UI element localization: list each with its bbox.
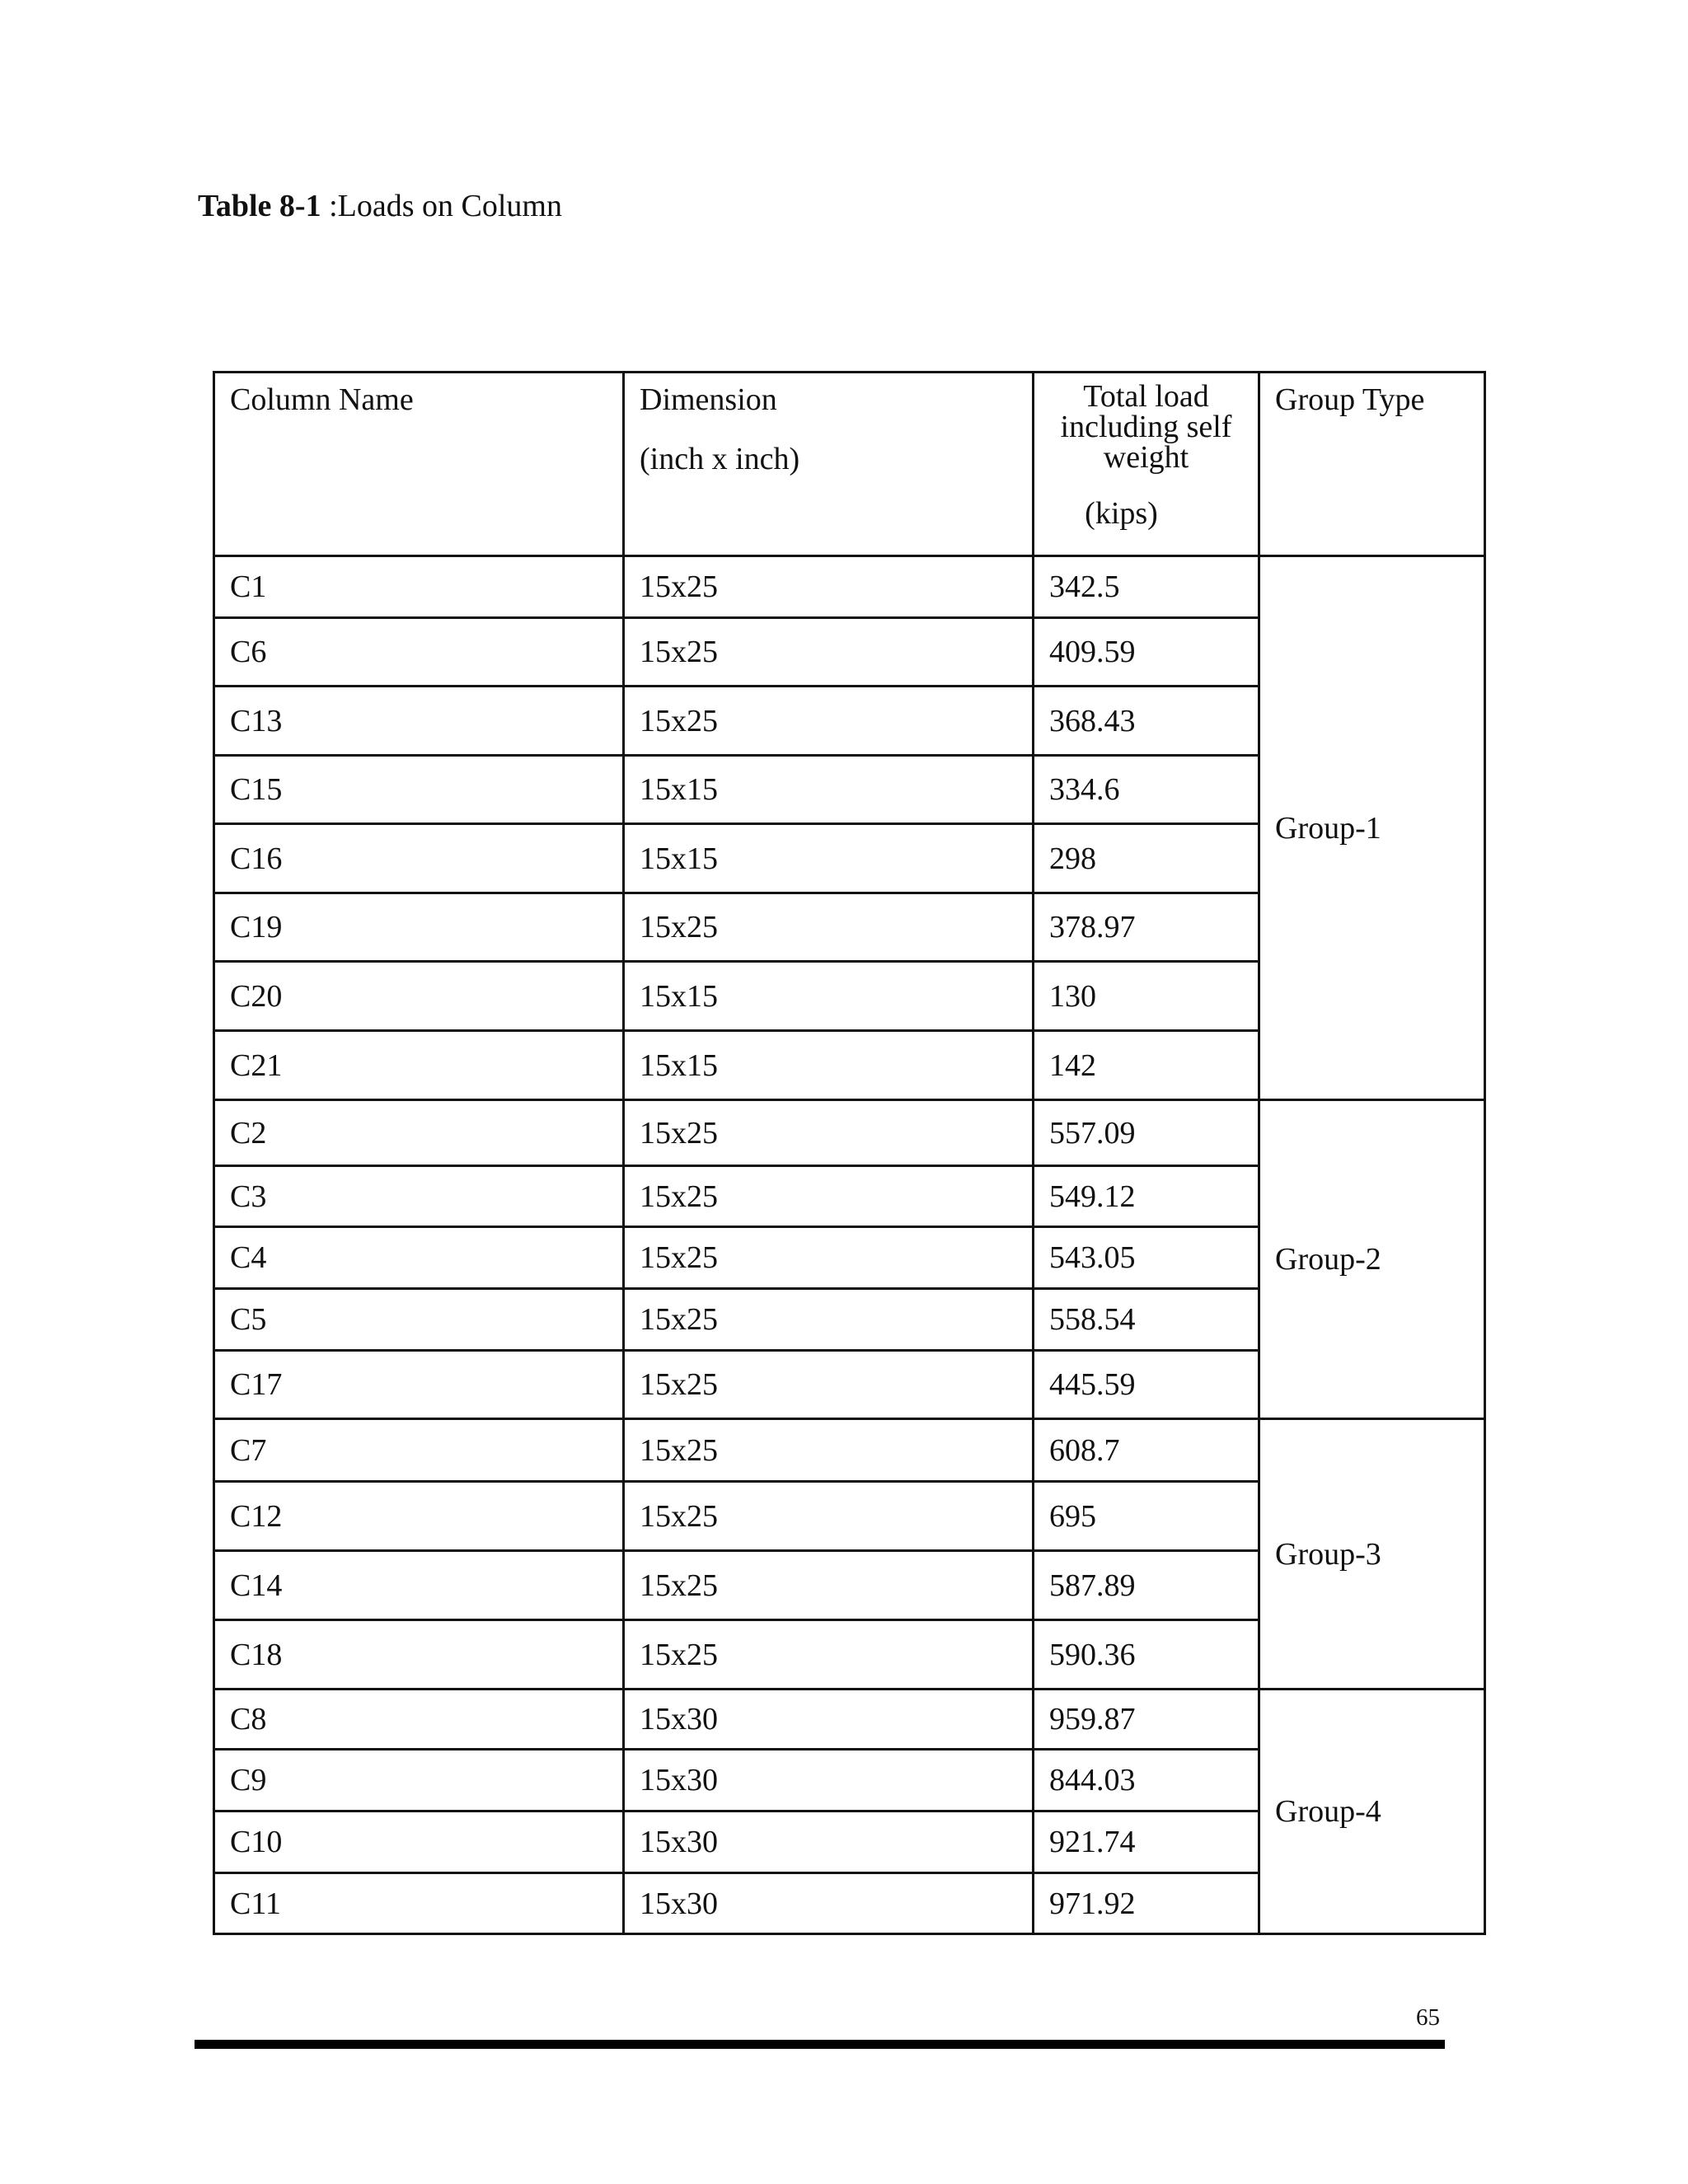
cell-dimension: 15x30 <box>624 1811 1034 1873</box>
cell-column-name: C1 <box>214 556 624 618</box>
footer-rule <box>195 2040 1445 2049</box>
cell-column-name: C17 <box>214 1351 624 1419</box>
table-caption <box>198 188 562 226</box>
cell-load: 557.09 <box>1034 1100 1259 1166</box>
cell-dimension: 15x25 <box>624 1551 1034 1620</box>
cell-column-name: C16 <box>214 824 624 893</box>
header-column-name <box>214 373 624 556</box>
table-caption-text: :Loads on Column <box>329 189 562 223</box>
header-group-type-label: Group Type <box>1275 382 1425 417</box>
table-caption-label: Table 8-1 <box>198 189 321 223</box>
cell-load: 142 <box>1034 1031 1259 1100</box>
cell-load: 342.5 <box>1034 556 1259 618</box>
cell-column-name: C2 <box>214 1100 624 1166</box>
cell-load: 558.54 <box>1034 1289 1259 1351</box>
cell-dimension: 15x25 <box>624 1482 1034 1551</box>
cell-column-name: C20 <box>214 962 624 1031</box>
cell-dimension: 15x25 <box>624 687 1034 756</box>
column-loads-table <box>213 371 1486 1935</box>
cell-load: 543.05 <box>1034 1227 1259 1289</box>
cell-load: 130 <box>1034 962 1259 1031</box>
cell-column-name: C5 <box>214 1289 624 1351</box>
table-row <box>214 1419 1485 1482</box>
cell-group-type: Group-3 <box>1259 1419 1485 1690</box>
cell-dimension: 15x15 <box>624 756 1034 824</box>
header-total-load-unit: (kips) <box>1085 495 1158 531</box>
table-row <box>214 556 1485 618</box>
cell-column-name: C7 <box>214 1419 624 1482</box>
cell-dimension: 15x25 <box>624 1351 1034 1419</box>
cell-load: 959.87 <box>1034 1690 1259 1750</box>
cell-dimension: 15x15 <box>624 1031 1034 1100</box>
header-group-type <box>1259 373 1485 556</box>
cell-load: 921.74 <box>1034 1811 1259 1873</box>
header-dimension-unit: (inch x inch) <box>640 442 800 476</box>
cell-dimension: 15x30 <box>624 1690 1034 1750</box>
cell-column-name: C6 <box>214 618 624 687</box>
cell-load: 378.97 <box>1034 893 1259 962</box>
cell-dimension: 15x25 <box>624 618 1034 687</box>
cell-column-name: C8 <box>214 1690 624 1750</box>
page-number: 65 <box>1416 2004 1440 2031</box>
cell-group-type: Group-2 <box>1259 1100 1485 1419</box>
cell-dimension: 15x25 <box>624 1166 1034 1227</box>
cell-column-name: C14 <box>214 1551 624 1620</box>
cell-column-name: C13 <box>214 687 624 756</box>
cell-load: 608.7 <box>1034 1419 1259 1482</box>
cell-load: 971.92 <box>1034 1873 1259 1934</box>
cell-dimension: 15x25 <box>624 556 1034 618</box>
cell-column-name: C19 <box>214 893 624 962</box>
cell-column-name: C15 <box>214 756 624 824</box>
cell-column-name: C10 <box>214 1811 624 1873</box>
cell-load: 334.6 <box>1034 756 1259 824</box>
cell-column-name: C3 <box>214 1166 624 1227</box>
cell-load: 844.03 <box>1034 1750 1259 1811</box>
table-row <box>214 1100 1485 1166</box>
cell-load: 368.43 <box>1034 687 1259 756</box>
cell-column-name: C21 <box>214 1031 624 1100</box>
cell-load: 590.36 <box>1034 1620 1259 1690</box>
cell-group-type: Group-1 <box>1259 556 1485 1100</box>
header-total-load-label: Total load including self weight <box>1060 379 1232 476</box>
cell-load: 298 <box>1034 824 1259 893</box>
cell-dimension: 15x25 <box>624 1100 1034 1166</box>
cell-load: 695 <box>1034 1482 1259 1551</box>
cell-dimension: 15x15 <box>624 824 1034 893</box>
header-total-load <box>1034 373 1259 556</box>
cell-column-name: C11 <box>214 1873 624 1934</box>
cell-dimension: 15x30 <box>624 1873 1034 1934</box>
header-column-name-label: Column Name <box>230 382 414 417</box>
cell-column-name: C12 <box>214 1482 624 1551</box>
cell-dimension: 15x25 <box>624 1620 1034 1690</box>
cell-dimension: 15x25 <box>624 1227 1034 1289</box>
cell-load: 409.59 <box>1034 618 1259 687</box>
header-dimension <box>624 373 1034 556</box>
cell-dimension: 15x25 <box>624 1419 1034 1482</box>
cell-dimension: 15x30 <box>624 1750 1034 1811</box>
cell-column-name: C18 <box>214 1620 624 1690</box>
cell-group-type: Group-4 <box>1259 1690 1485 1934</box>
cell-load: 587.89 <box>1034 1551 1259 1620</box>
cell-dimension: 15x15 <box>624 962 1034 1031</box>
cell-column-name: C4 <box>214 1227 624 1289</box>
cell-column-name: C9 <box>214 1750 624 1811</box>
cell-dimension: 15x25 <box>624 1289 1034 1351</box>
cell-load: 549.12 <box>1034 1166 1259 1227</box>
table-row <box>214 1690 1485 1750</box>
cell-dimension: 15x25 <box>624 893 1034 962</box>
table-header-row <box>214 373 1485 556</box>
header-dimension-label: Dimension <box>640 382 777 417</box>
cell-load: 445.59 <box>1034 1351 1259 1419</box>
